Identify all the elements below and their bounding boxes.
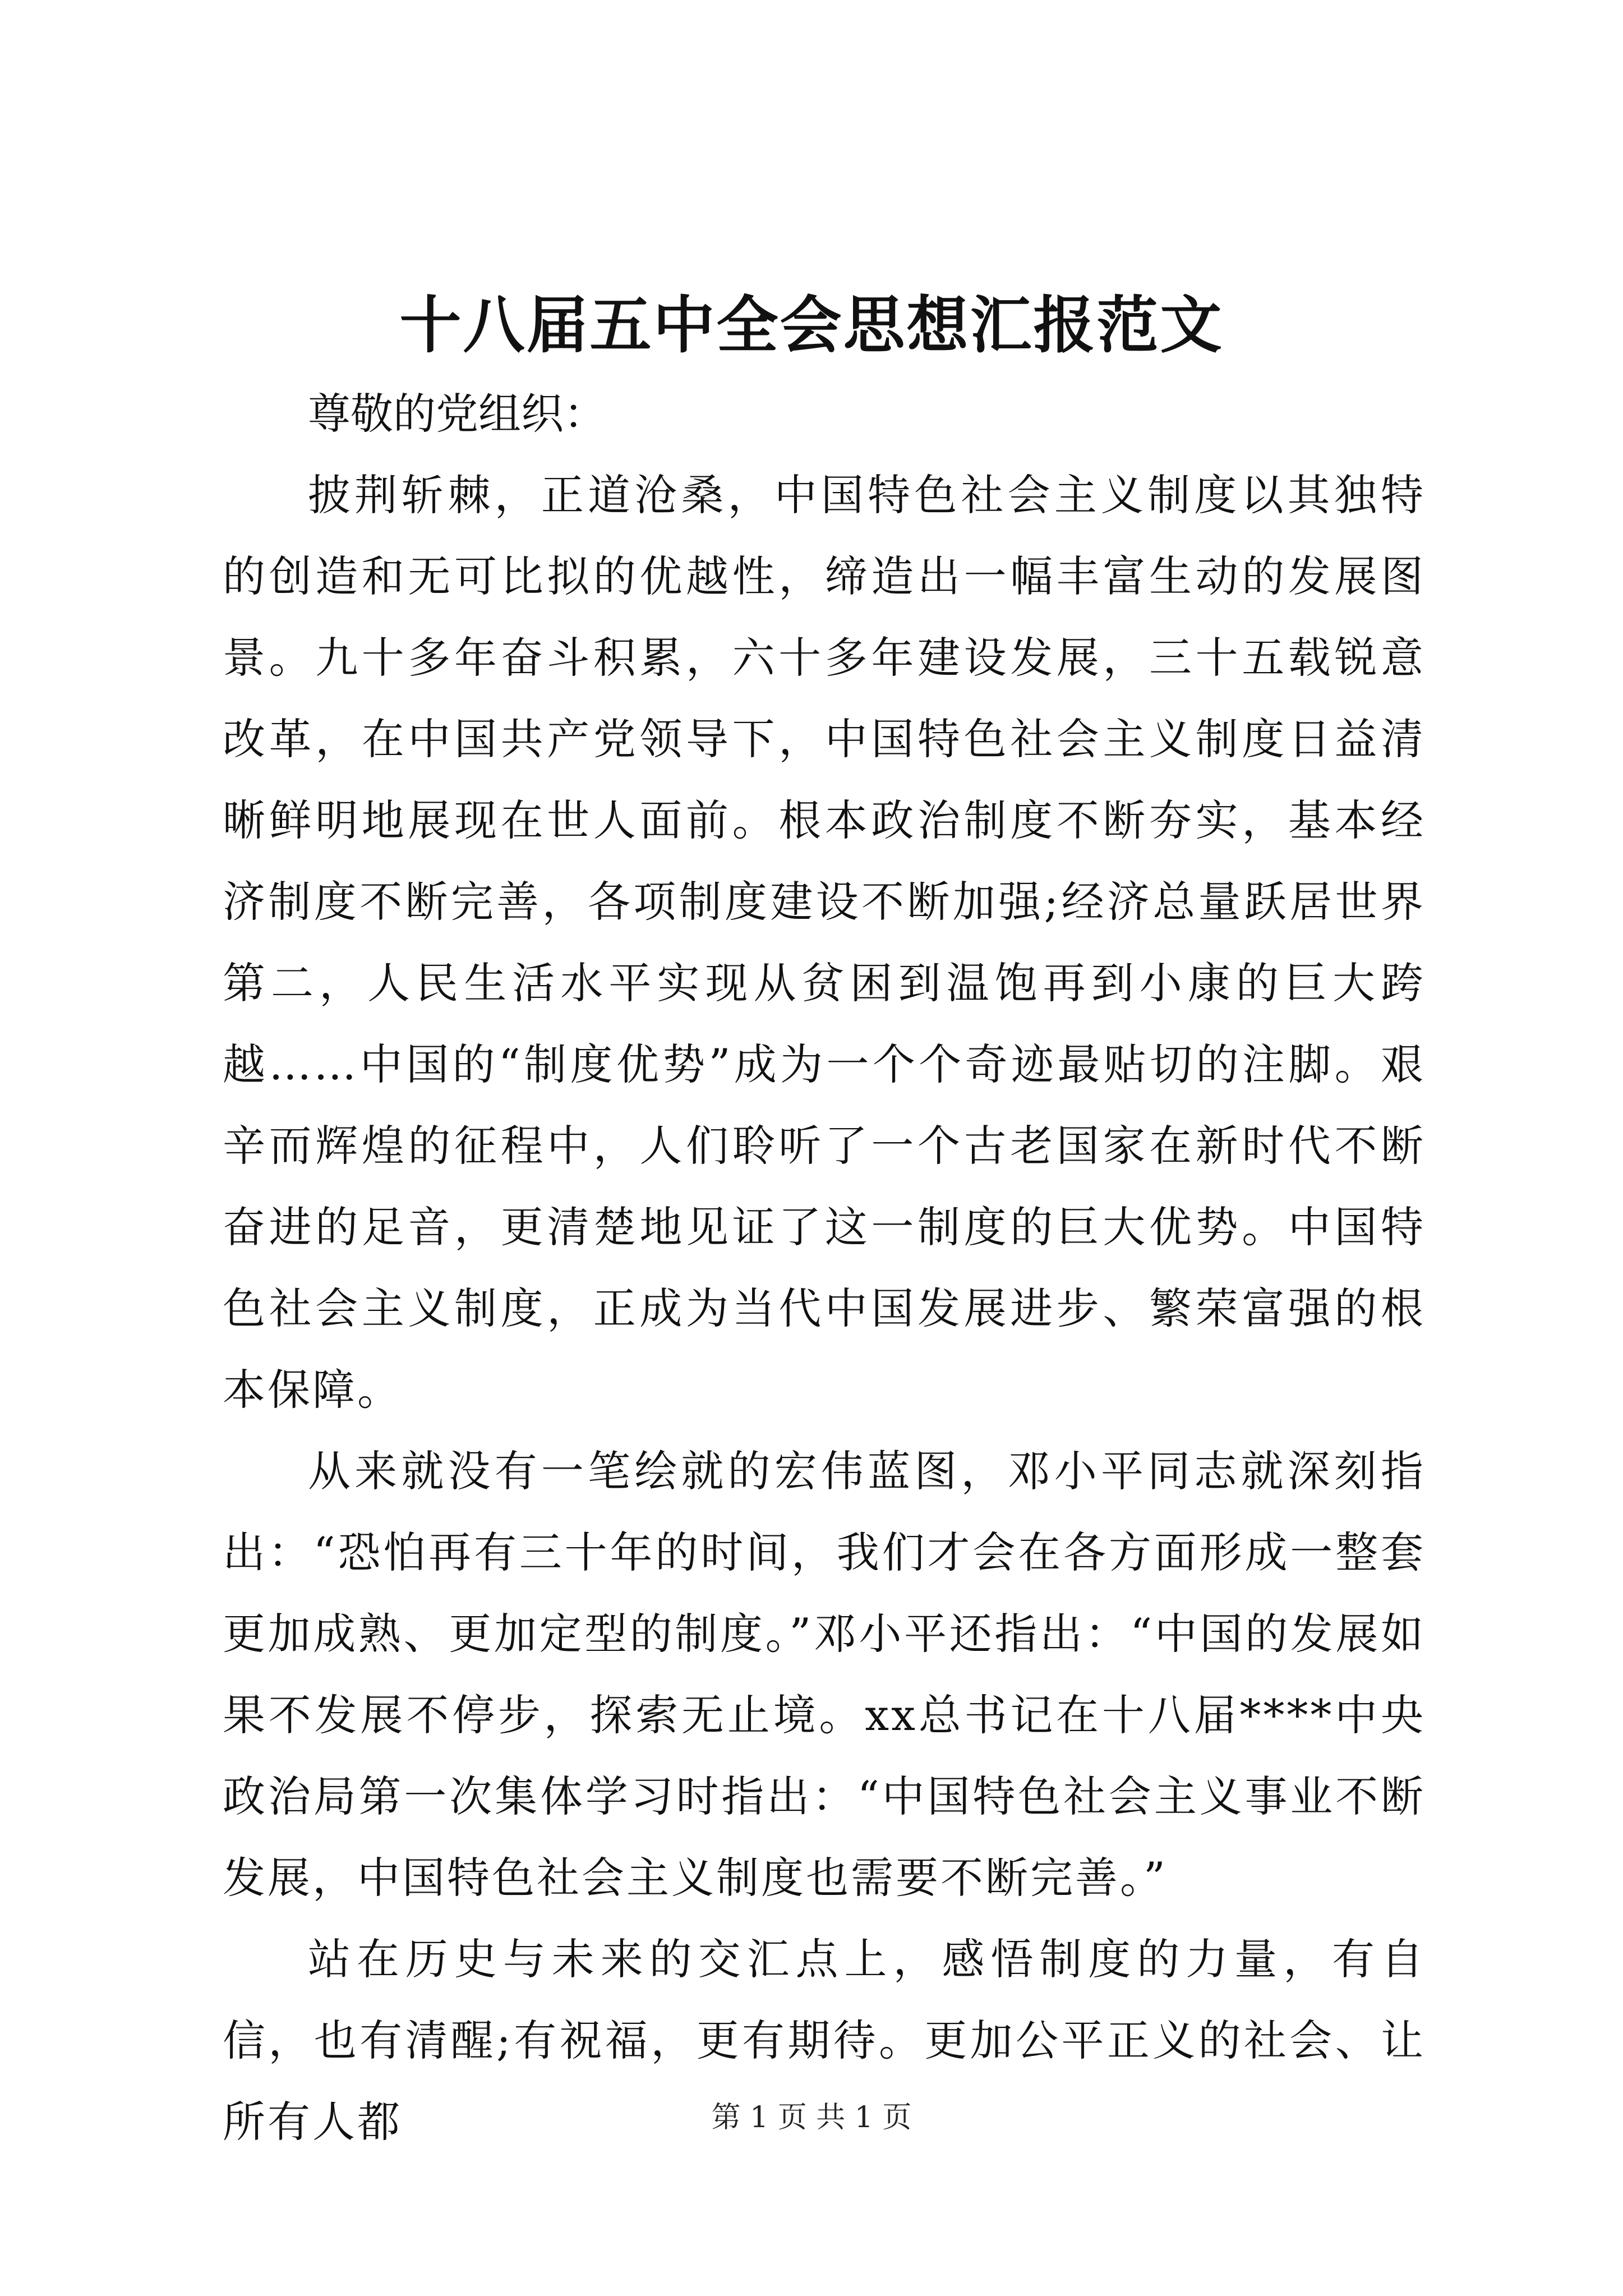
- page-footer: 第 1 页 共 1 页: [711, 2101, 912, 2134]
- paragraph-3: 站在历史与未来的交汇点上，感悟制度的力量，有自信，也有清醒;有祝福，更有期待。更加公平正义的社会、让所有人都: [223, 1934, 1426, 2147]
- salutation: 尊敬的党组织：: [308, 389, 606, 439]
- paragraph-1: 披荆斩棘，正道沧桑，中国特色社会主义制度以其独特的创造和无可比拟的优越性，缔造出一幅丰富生动的发展图景。九十多年奋斗积累，六十多年建设发展，三十五载锐意改革，在中国共产党领导下，中国特色社会主义制度日益清晰鲜明地展现在世人面前。根本政治制度不断夯实，基本经济制度不断完善，各项制度建设不断加强;经济总量跃居世界第二，人民生活水平实现从贫困到温饱再到小康的巨大跨越……中国的“制度优势”成为一个个奇迹最贴切的注脚。艰辛而辉煌的征程中，人们聆听了一个古老国家在新时代不断奋进的足音，更清楚地见证了这一制度的巨大优势。中国特色社会主义制度，正成为当代中国发展进步、繁荣富强的根本保障。: [223, 470, 1426, 1415]
- document-body: [223, 373, 1426, 2162]
- paragraph-2: 从来就没有一笔绘就的宏伟蓝图，邓小平同志就深刻指出：“恐怕再有三十年的时间，我们才会在各方面形成一整套更加成熟、更加定型的制度。”邓小平还指出：“中国的发展如果不发展不停步，探索无止境。xx总书记在十八届****中央政治局第一次集体学习时指出：“中国特色社会主义事业不断发展，中国特色社会主义制度也需要不断完善。”: [223, 1446, 1426, 1903]
- document-title: 十八届五中全会思想汇报范文: [399, 289, 1224, 361]
